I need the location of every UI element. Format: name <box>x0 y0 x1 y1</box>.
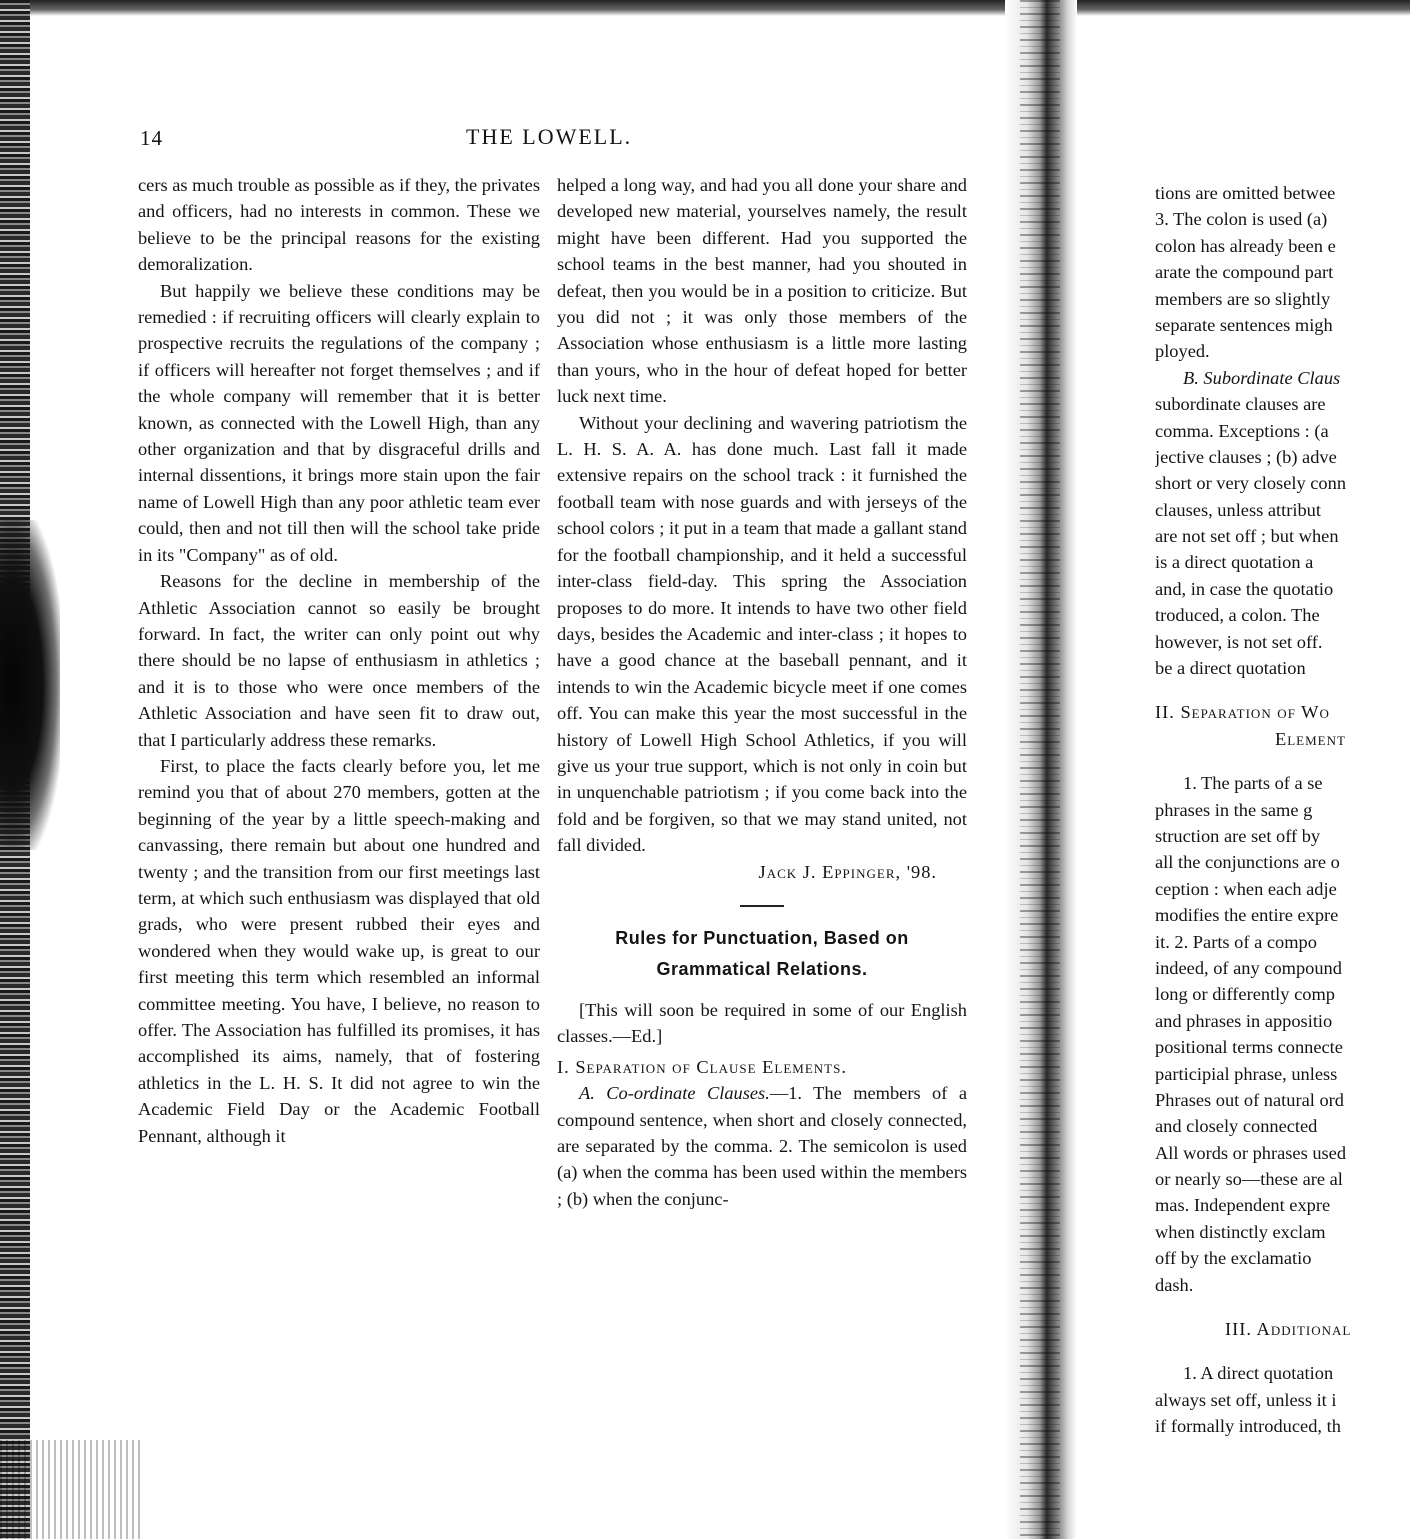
right-line: or nearly so—these are al <box>1155 1169 1343 1190</box>
right-gap <box>1155 1342 1410 1360</box>
right-line: positional terms connecte <box>1155 1037 1343 1058</box>
right-line: tions are omitted betwee <box>1155 183 1336 203</box>
left-paragraph-4: First, to place the facts clearly before you, let me remind you that of about 270 members, gotten at the beginning of the year by a little speech-making and canvassing, there remain but about one hundred and twenty ; and the transition from our first meetings last term, at which such enthusiasm was displayed that old grads, who were present rubbed their eyes and wondered when they would wake up, is great to our first meeting this term which resembled an informal committee meeting. You have, I believe, no reason to offer. The Association has fulfilled its promises, it has accomplished its aims, namely, that of fostering athletics in the L. H. S. It did not agree to win the Academic Field Day or the Academic Football Pennant, although it <box>138 755 540 1146</box>
right-line: when distinctly exclam <box>1155 1221 1326 1242</box>
right-line: dash. <box>1155 1274 1194 1295</box>
journal-title: THE LOWELL. <box>466 124 633 149</box>
right-line: all the conjunctions are o <box>1155 852 1340 873</box>
section-heading-1: I. Separation of Clause Elements. <box>557 1056 847 1077</box>
left-paragraph-1: cers as much trouble as possible as if they, the privates and officers, had no interests in common. These we believe to be the principal reasons for the existing demoralization. <box>138 175 540 275</box>
middle-paragraph-2: Without your declining and wavering patriotism the L. H. S. A. A. has done much. Last fall it made extensive repairs on the school track : it furnished the football team with nose guards and with jerseys of the school colors ; it put in a team that made a gallant stand for the football championship, and it held a successful inter-class field-day. This spring the Association proposes to do more. It intends to have two other field days, besides the Academic and inter-class ; it hopes to have a good chance at the baseball pennant, and it intends to win the Academic bicycle meet if one comes off. You can make this year the most successful in the history of Lowell High School Athletics, if you will give us your true support, which is not only in coin but in unquenchable patriotism ; if you come back into the fold and be forgiven, so that we may stand united, not fall divided. <box>557 412 967 856</box>
right-section-heading: Element <box>1275 728 1346 749</box>
right-gap <box>1155 752 1410 770</box>
right-section-heading: II. Separation of Wo <box>1155 702 1330 723</box>
middle-column <box>557 172 967 1212</box>
right-line <box>1155 365 1410 391</box>
right-line: subordinate clauses are <box>1155 394 1326 415</box>
right-line: jective clauses ; (b) adve <box>1155 446 1337 467</box>
running-head <box>140 122 968 154</box>
scan-top-edge <box>0 0 1410 16</box>
right-line: mas. Independent expre <box>1155 1195 1331 1216</box>
subsection-a-text: —1. The members of a compound sentence, when short and closely connected, are separated by the comma. 2. The semicolon is used (a) when the comma has been used within the members ; (b) when the conjunc- <box>557 1083 968 1209</box>
subsection-a <box>557 1080 967 1212</box>
subsection-a-label: A. Co-ordinate Clauses. <box>579 1083 770 1104</box>
right-line-italic: B. Subordinate Claus <box>1183 367 1341 388</box>
author-signature: Jack J. Eppinger, '98. <box>758 861 937 882</box>
scan-corner-noise <box>0 1440 140 1539</box>
right-section-heading: III. Additional <box>1225 1319 1352 1340</box>
right-line: 3. The colon is used (a) <box>1155 209 1328 230</box>
article-title <box>557 923 967 985</box>
right-line: participial phrase, unless <box>1155 1063 1338 1084</box>
right-line: All words or phrases used <box>1155 1142 1347 1163</box>
right-line: modifies the entire expre <box>1155 905 1339 926</box>
right-line: members are so slightly <box>1155 288 1331 309</box>
right-line: phrases in the same g <box>1155 799 1313 820</box>
right-line: Phrases out of natural ord <box>1155 1089 1344 1110</box>
right-line: off by the exclamatio <box>1155 1248 1312 1269</box>
right-line: 1. A direct quotation <box>1183 1363 1334 1384</box>
right-line: clauses, unless attribut <box>1155 499 1321 520</box>
right-line: are not set off ; but when <box>1155 526 1339 547</box>
section-divider <box>740 905 784 907</box>
right-line: it. 2. Parts of a compo <box>1155 931 1317 952</box>
right-line: and phrases in appositio <box>1155 1010 1333 1031</box>
right-line: 1. The parts of a se <box>1183 773 1323 794</box>
left-paragraph-2: But happily we believe these conditions may be remedied : if recruiting officers will clearly explain to prospective recruits the regulations of the company ; if officers will hereafter not forget themselves ; and if the whole company will remember that it is better known, as connected with the Lowell High, than any other organization and that by disgraceful drills and internal dissentions, it brings more stain upon the fair name of Lowell High than any poor athletic team ever could, then and not till then will the school take pride in its "Company" as of old. <box>138 280 540 565</box>
right-line: colon has already been e <box>1155 235 1336 256</box>
right-line: and closely connected <box>1155 1116 1318 1137</box>
right-line: comma. Exceptions : (a <box>1155 420 1329 441</box>
page-number: 14 <box>140 126 163 150</box>
right-line: is a direct quotation a <box>1155 552 1314 573</box>
right-line: however, is not set off. <box>1155 631 1323 652</box>
right-line: always set off, unless it i <box>1155 1389 1337 1410</box>
right-line: arate the compound part <box>1155 262 1334 283</box>
right-line: if formally introduced, th <box>1155 1416 1341 1437</box>
right-line: ception : when each adje <box>1155 878 1337 899</box>
book-gutter-speckle <box>1020 0 1060 1539</box>
right-line: struction are set off by <box>1155 825 1321 846</box>
right-line: be a direct quotation <box>1155 658 1306 679</box>
right-line: ployed. <box>1155 341 1210 362</box>
right-line: short or very closely conn <box>1155 473 1347 494</box>
middle-paragraph-1: helped a long way, and had you all done your share and developed new material, yourselves namely, the result might have been different. Had you supported the school teams in the best manner, had you shouted in defeat, then you would be in a position to criticize. But you did not ; it was only those members of the Association whose enthusiasm is a little more lasting than yours, who in the hour of defeat hoped for better luck next time. <box>557 175 967 407</box>
right-page-column <box>1155 180 1410 1460</box>
left-column <box>138 172 540 1149</box>
right-gap <box>1155 1298 1410 1316</box>
right-line: indeed, of any compound <box>1155 957 1342 978</box>
right-line: and, in case the quotatio <box>1155 578 1334 599</box>
article-title-line-2: Grammatical Relations. <box>656 958 868 979</box>
right-line: troduced, a colon. The <box>1155 605 1320 626</box>
right-gap <box>1155 681 1410 699</box>
scan-binding-shadow <box>0 520 60 850</box>
left-paragraph-3: Reasons for the decline in membership of the Athletic Association cannot so easily be brought forward. In fact, the writer can only point out why there should be no lapse of enthusiasm in athletics ; and it is to those who were once members of the Athletic Association and have seen fit to draw out, that I particularly address these remarks. <box>138 571 540 750</box>
editor-note: [This will soon be required in some of our English classes.—Ed.] <box>557 999 967 1047</box>
article-title-line-1: Rules for Punctuation, Based on <box>615 927 909 948</box>
right-line: long or differently comp <box>1155 984 1335 1005</box>
right-line: separate sentences migh <box>1155 314 1333 335</box>
